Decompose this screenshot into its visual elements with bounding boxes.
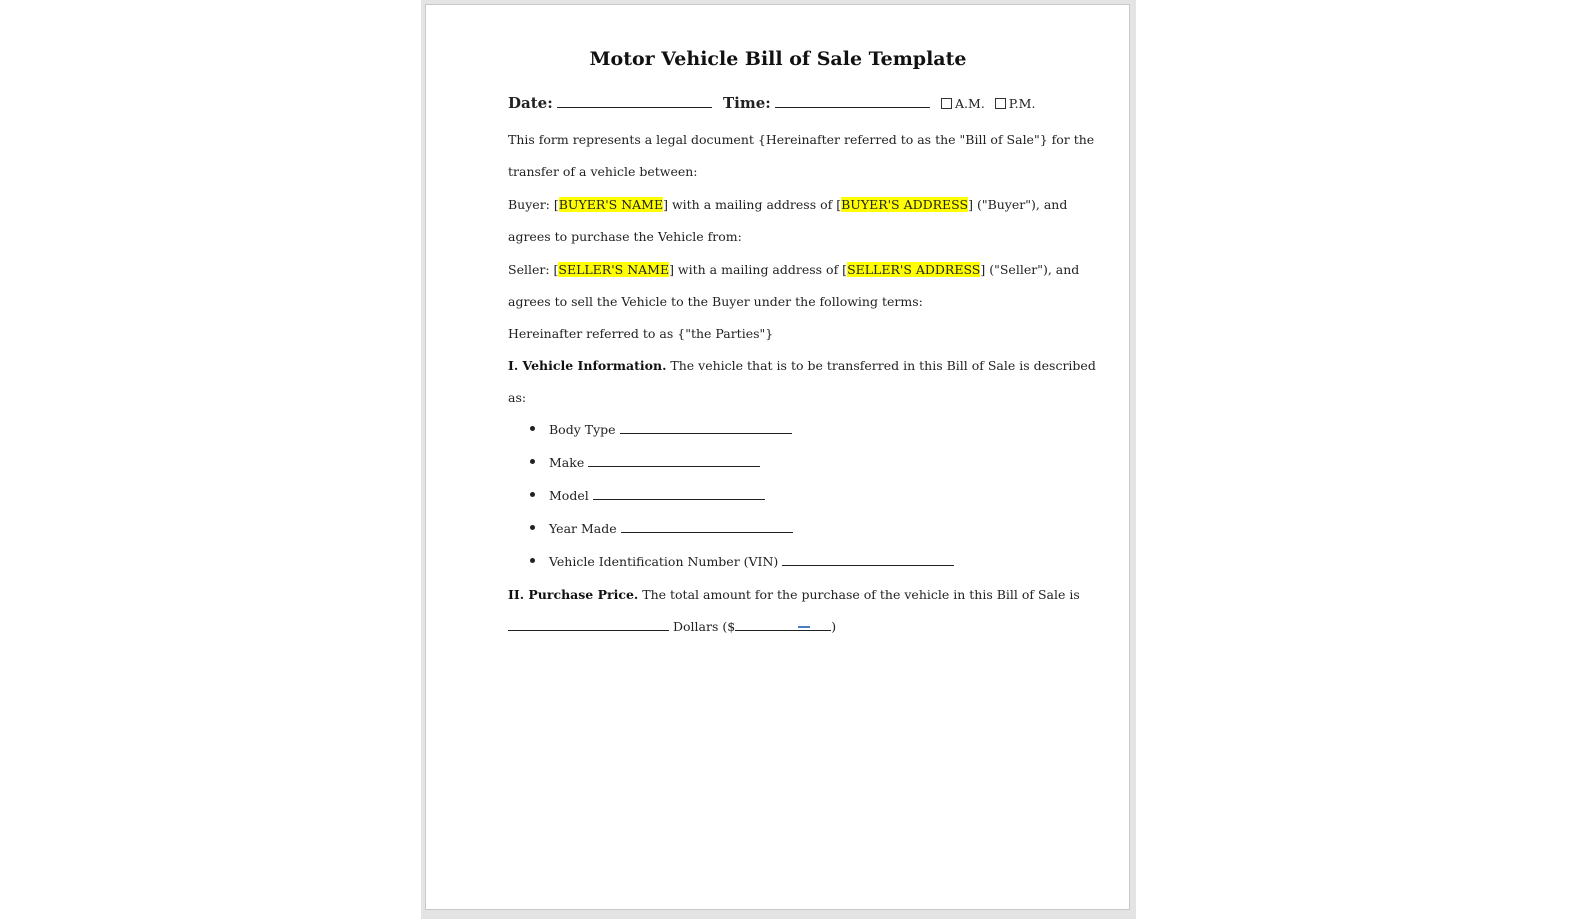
seller-name-placeholder[interactable]: SELLER'S NAME [558, 262, 670, 277]
vehicle-info-line-2: as: [508, 390, 527, 405]
time-label: Time: [722, 94, 771, 112]
text-cursor-icon [798, 626, 810, 628]
field-label: Vehicle Identification Number (VIN) [549, 554, 779, 569]
am-label: A.M. [955, 96, 985, 111]
bullet-icon [530, 525, 535, 530]
field-year-made [530, 521, 793, 536]
seller-line-2: agrees to sell the Vehicle to the Buyer under the following terms: [508, 294, 923, 309]
buyer-suffix: ] ("Buyer"), and [968, 197, 1068, 212]
am-pm-options [941, 96, 1035, 111]
buyer-address-placeholder[interactable]: BUYER'S ADDRESS [841, 197, 969, 212]
document-title: Motor Vehicle Bill of Sale Template [589, 48, 967, 70]
field-model [530, 488, 765, 503]
body-type-blank[interactable] [620, 422, 792, 434]
seller-middle: ] with a mailing address of [ [669, 262, 848, 277]
vehicle-info-heading: I. Vehicle Information. [508, 358, 667, 373]
dollars-label: Dollars ($ [673, 619, 736, 634]
purchase-price-text: The total amount for the purchase of the vehicle in this Bill of Sale is [638, 587, 1080, 602]
bullet-icon [530, 492, 535, 497]
buyer-middle: ] with a mailing address of [ [663, 197, 842, 212]
vehicle-info-text: The vehicle that is to be transferred in this Bill of Sale is described [666, 358, 1096, 373]
seller-address-placeholder[interactable]: SELLER'S ADDRESS [847, 262, 981, 277]
vin-blank[interactable] [782, 554, 954, 566]
field-body-type [530, 422, 792, 437]
field-label: Body Type [549, 422, 616, 437]
field-label: Year Made [549, 521, 617, 536]
purchase-price-heading: II. Purchase Price. [508, 587, 639, 602]
price-amount-blank[interactable] [735, 619, 831, 631]
dollars-line [508, 619, 836, 634]
make-blank[interactable] [588, 455, 760, 467]
field-make [530, 455, 760, 470]
buyer-line [508, 197, 1067, 212]
price-words-blank[interactable] [508, 619, 669, 631]
purchase-price-line [508, 587, 1080, 602]
seller-suffix: ] ("Seller"), and [980, 262, 1080, 277]
date-blank[interactable] [557, 95, 712, 108]
date-label: Date: [508, 94, 553, 112]
field-label: Model [549, 488, 589, 503]
field-label: Make [549, 455, 585, 470]
field-vin [530, 554, 954, 569]
seller-line [508, 262, 1079, 277]
buyer-name-placeholder[interactable]: BUYER'S NAME [558, 197, 664, 212]
vehicle-info-line [508, 358, 1096, 373]
pm-checkbox[interactable] [995, 98, 1006, 109]
model-blank[interactable] [593, 488, 765, 500]
year-made-blank[interactable] [621, 521, 793, 533]
bullet-icon [530, 459, 535, 464]
pm-label: P.M. [1008, 96, 1036, 111]
buyer-prefix: Buyer: [ [508, 197, 559, 212]
am-checkbox[interactable] [941, 98, 952, 109]
bullet-icon [530, 558, 535, 563]
intro-line-1: This form represents a legal document {Hereinafter referred to as the "Bill of Sale"} for the [508, 132, 1095, 147]
intro-line-2: transfer of a vehicle between: [508, 164, 698, 179]
bullet-icon [530, 426, 535, 431]
buyer-line-2: agrees to purchase the Vehicle from: [508, 229, 742, 244]
time-blank[interactable] [775, 95, 930, 108]
seller-prefix: Seller: [ [508, 262, 559, 277]
close-paren: ) [831, 619, 837, 634]
parties-line: Hereinafter referred to as {"the Parties"} [508, 326, 774, 341]
date-time-row [508, 94, 1035, 112]
document-page [425, 4, 1130, 910]
